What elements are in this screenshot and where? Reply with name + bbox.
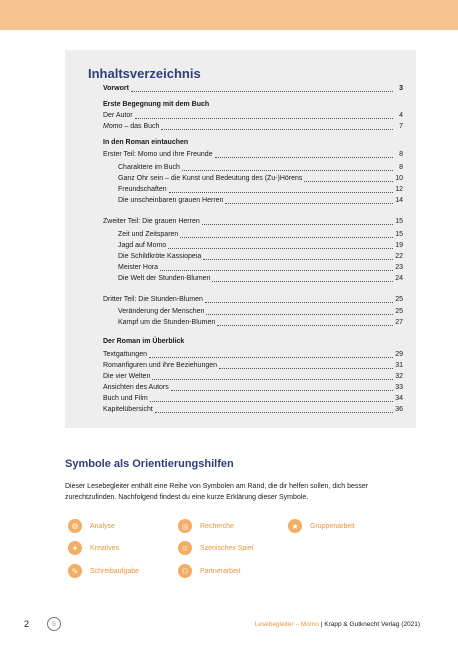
- dot-leader: [149, 357, 393, 358]
- theater-masks-icon: ☺: [178, 541, 192, 555]
- toc-page-number: 27: [395, 319, 403, 326]
- publisher-logo-icon: ☉: [47, 617, 61, 631]
- toc-entry-label-italic: Momo: [103, 123, 123, 130]
- toc-entry[interactable]: [103, 394, 403, 404]
- toc-page-number: 7: [399, 123, 403, 130]
- toc-page-number: 22: [395, 253, 403, 260]
- toc-entry-label: Buch und Film: [103, 395, 148, 402]
- toc-entry-label: Textgattungen: [103, 351, 147, 358]
- toc-entry[interactable]: [118, 163, 403, 173]
- toc-page-number: 19: [395, 242, 403, 249]
- toc-entry[interactable]: [118, 307, 403, 317]
- footer-series: Lesebegleiter – Momo: [254, 621, 319, 628]
- toc-page-number: 8: [399, 164, 403, 171]
- analysis-icon: ⚙: [68, 519, 82, 533]
- symbol-gruppenarbeit: [288, 518, 355, 534]
- toc-entry-label: Jagd auf Momo: [118, 242, 167, 249]
- dot-leader: [171, 390, 393, 391]
- toc-entry-label: Ganz Ohr sein – die Kunst und Bedeutung des (Zu-)Hörens: [118, 175, 303, 182]
- dot-leader: [225, 203, 393, 204]
- symbols-heading: Symbole als Orientierungshilfen: [65, 458, 234, 470]
- dot-leader: [135, 118, 393, 119]
- toc-page-number: 14: [395, 197, 403, 204]
- toc-section-heading: In den Roman eintauchen: [103, 139, 189, 146]
- dot-leader: [217, 325, 393, 326]
- toc-entry-label: Zeit und Zeitsparen: [118, 231, 179, 238]
- dot-leader: [205, 302, 393, 303]
- footer-publisher: | Krapp & Gutknecht Verlag (2021): [318, 621, 420, 628]
- toc-entry[interactable]: [118, 274, 403, 284]
- toc-entry[interactable]: [103, 372, 403, 382]
- toc-entry-label: Die Schildkröte Kassiopeia: [118, 253, 202, 260]
- group-icon: ★: [288, 519, 302, 533]
- dot-leader: [155, 412, 393, 413]
- symbol-kreatives: [68, 540, 119, 556]
- toc-entry-label: Meister Hora: [118, 264, 159, 271]
- dot-leader: [161, 129, 393, 130]
- toc-entry[interactable]: [103, 122, 403, 132]
- symbols-intro: Dieser Lesebegleiter enthält eine Reihe von Symbolen am Rand, die dir helfen sollen, dich besser zurechtzufinden. Nachfolgend findest du eine kurze Erklärung dieser Symbole.: [65, 483, 369, 501]
- toc-section-heading: Der Roman im Überblick: [103, 338, 185, 345]
- toc-entry[interactable]: [118, 241, 403, 251]
- toc-page-number: 24: [395, 275, 403, 282]
- lightbulb-icon: ✦: [68, 541, 82, 555]
- toc-entry[interactable]: [118, 196, 403, 206]
- symbol-label: Recherche: [200, 522, 234, 530]
- dot-leader: [152, 379, 393, 380]
- toc-page-number: 31: [395, 362, 403, 369]
- toc-entry-label: Der Autor: [103, 112, 133, 119]
- toc-entry[interactable]: [103, 350, 403, 360]
- symbol-analyse: [68, 518, 115, 534]
- symbol-label: Analyse: [90, 522, 115, 530]
- toc-entry[interactable]: [103, 405, 403, 415]
- symbol-recherche: [178, 518, 234, 534]
- dot-leader: [131, 91, 393, 92]
- symbol-schreibaufgabe: [68, 563, 139, 579]
- toc-page-number: 3: [399, 85, 403, 92]
- dot-leader: [168, 248, 393, 249]
- toc-title: Inhaltsverzeichnis: [88, 66, 201, 81]
- dot-leader: [206, 314, 393, 315]
- symbol-szenisches-spiel: [178, 540, 253, 556]
- toc-page-number: 8: [399, 151, 403, 158]
- toc-page-number: 32: [395, 373, 403, 380]
- dot-leader: [180, 237, 393, 238]
- symbol-label: Partnerarbeit: [200, 567, 241, 575]
- toc-entry-label: Die Welt der Stunden-Blumen: [118, 275, 211, 282]
- toc-entry[interactable]: [103, 361, 403, 371]
- toc-entry-label: Die vier Welten: [103, 373, 151, 380]
- toc-entry-label: Erster Teil: Momo und ihre Freunde: [103, 151, 213, 158]
- dot-leader: [182, 170, 393, 171]
- toc-page-number: 23: [395, 264, 403, 271]
- dot-leader: [202, 224, 393, 225]
- page-number: 2: [24, 619, 30, 629]
- symbol-label: Schreibaufgabe: [90, 567, 140, 575]
- top-color-bar: [0, 0, 458, 30]
- globe-icon: ◎: [178, 519, 192, 533]
- symbol-partnerarbeit: [178, 563, 240, 579]
- symbol-label: Gruppenarbeit: [310, 522, 355, 530]
- toc-entry[interactable]: [118, 174, 403, 184]
- toc-page-number: 25: [395, 296, 403, 303]
- toc-entry[interactable]: [118, 318, 403, 328]
- toc-entry-label: Vorwort: [103, 85, 129, 92]
- toc-entry[interactable]: [118, 263, 403, 273]
- toc-entry-part[interactable]: [103, 217, 403, 227]
- toc-entry-label: Romanfiguren und ihre Beziehungen: [103, 362, 218, 369]
- toc-page-number: 25: [395, 308, 403, 315]
- toc-entry-label: Freundschaften: [118, 186, 167, 193]
- toc-entry[interactable]: [118, 230, 403, 240]
- dot-leader: [203, 259, 393, 260]
- toc-entry-label: Kampf um die Stunden-Blumen: [118, 319, 216, 326]
- toc-entry-label: Kapitelübersicht: [103, 406, 153, 413]
- toc-page-number: 12: [395, 186, 403, 193]
- toc-entry-label: Die unscheinbaren grauen Herren: [118, 197, 224, 204]
- toc-entry-part[interactable]: [103, 150, 403, 160]
- toc-entry-label: Veränderung der Menschen: [118, 308, 205, 315]
- symbol-label: Szenisches Spiel: [200, 544, 254, 552]
- partners-icon: ⚇: [178, 564, 192, 578]
- toc-entry-label: Charaktere im Buch: [118, 164, 180, 171]
- dot-leader: [150, 401, 393, 402]
- toc-page-number: 10: [395, 175, 403, 182]
- toc-entry[interactable]: [118, 252, 403, 262]
- dot-leader: [219, 368, 393, 369]
- toc-entry-part[interactable]: [103, 295, 403, 305]
- toc-entry[interactable]: [103, 383, 403, 393]
- toc-entry[interactable]: [103, 111, 403, 121]
- toc-entry-vorwort[interactable]: [103, 84, 403, 94]
- toc-page-number: 15: [395, 218, 403, 225]
- toc-page-number: 36: [395, 406, 403, 413]
- toc-entry-label: Zweiter Teil: Die grauen Herren: [103, 218, 200, 225]
- toc-entry-label: Ansichten des Autors: [103, 384, 169, 391]
- dot-leader: [215, 157, 393, 158]
- dot-leader: [212, 281, 393, 282]
- toc-entry-label: Dritter Teil: Die Stunden-Blumen: [103, 296, 203, 303]
- toc-page-number: 15: [395, 231, 403, 238]
- toc-page-number: 33: [395, 384, 403, 391]
- symbol-label: Kreatives: [90, 544, 120, 552]
- toc-entry-label: – das Buch: [122, 123, 160, 130]
- toc-page-number: 29: [395, 351, 403, 358]
- toc-page-number: 4: [399, 112, 403, 119]
- dot-leader: [169, 192, 393, 193]
- toc-page-number: 34: [395, 395, 403, 402]
- toc-section-heading: Erste Begegnung mit dem Buch: [103, 101, 210, 108]
- pencil-icon: ✎: [68, 564, 82, 578]
- dot-leader: [160, 270, 393, 271]
- toc-entry[interactable]: [118, 185, 403, 195]
- footer-credit: [255, 621, 420, 628]
- dot-leader: [304, 181, 393, 182]
- table-of-contents: [65, 50, 416, 428]
